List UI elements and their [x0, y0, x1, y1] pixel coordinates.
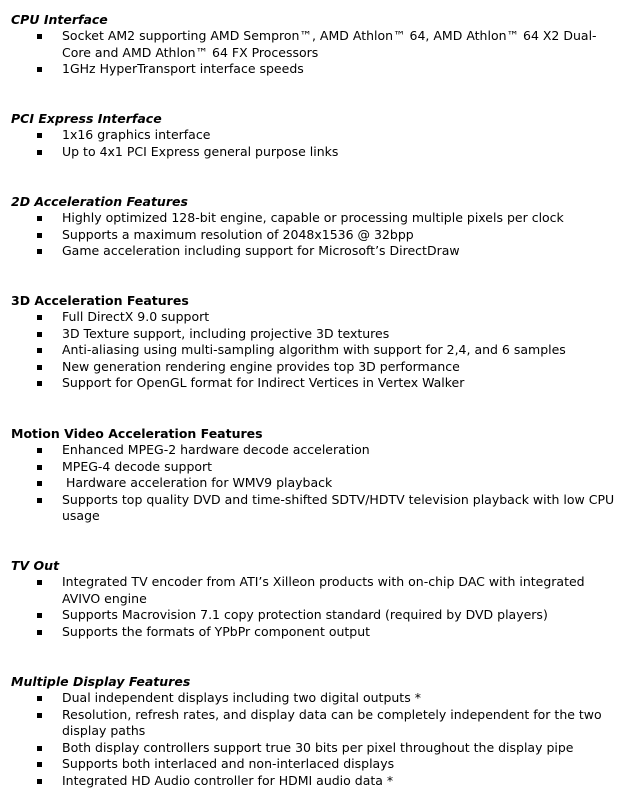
feature-list [0, 210, 627, 260]
section-pci-express-interface [0, 111, 627, 160]
section-heading: PCI Express Interface [11, 111, 162, 126]
list-item: New generation rendering engine provides top 3D performance [0, 359, 627, 376]
square-bullet-icon [37, 381, 42, 386]
section-heading: CPU Interface [11, 12, 108, 27]
section-heading: 3D Acceleration Features [11, 293, 189, 308]
square-bullet-icon [37, 762, 42, 767]
feature-list [0, 127, 627, 160]
list-item: Game acceleration including support for Microsoft’s DirectDraw [0, 243, 627, 260]
list-item: Support for OpenGL format for Indirect Vertices in Vertex Walker [0, 375, 627, 392]
square-bullet-icon [37, 465, 42, 470]
section-2d-acceleration [0, 194, 627, 260]
list-item: Socket AM2 supporting AMD Sempron™, AMD Athlon™ 64, AMD Athlon™ 64 X2 Dual-Core and AMD Athlon™ 64 FX Processors [0, 28, 627, 61]
section-multiple-display [0, 674, 627, 790]
square-bullet-icon [37, 481, 42, 486]
feature-list [0, 442, 627, 525]
list-item: Both display controllers support true 30 bits per pixel throughout the display pipe [0, 740, 627, 757]
list-item: 1x16 graphics interface [0, 127, 627, 144]
feature-list [0, 690, 627, 790]
section-heading: Motion Video Acceleration Features [11, 426, 263, 441]
list-item: Full DirectX 9.0 support [0, 309, 627, 326]
square-bullet-icon [37, 34, 42, 39]
square-bullet-icon [37, 67, 42, 72]
square-bullet-icon [37, 779, 42, 784]
section-3d-acceleration [0, 293, 627, 392]
list-item: 1GHz HyperTransport interface speeds [0, 61, 627, 78]
section-heading: 2D Acceleration Features [11, 194, 188, 209]
square-bullet-icon [37, 696, 42, 701]
section-cpu-interface [0, 12, 627, 78]
list-item: Hardware acceleration for WMV9 playback [0, 475, 627, 492]
list-item: Integrated TV encoder from ATI’s Xilleon products with on-chip DAC with integrated AVIVO engine [0, 574, 627, 607]
list-item: Integrated HD Audio controller for HDMI audio data * [0, 773, 627, 790]
list-item: 3D Texture support, including projective 3D textures [0, 326, 627, 343]
square-bullet-icon [37, 315, 42, 320]
list-item: Supports a maximum resolution of 2048x1536 @ 32bpp [0, 227, 627, 244]
list-item: Resolution, refresh rates, and display data can be completely independent for the two display paths [0, 707, 627, 740]
list-item: Dual independent displays including two digital outputs * [0, 690, 627, 707]
square-bullet-icon [37, 613, 42, 618]
square-bullet-icon [37, 630, 42, 635]
square-bullet-icon [37, 332, 42, 337]
feature-list [0, 28, 627, 78]
feature-list [0, 574, 627, 640]
square-bullet-icon [37, 448, 42, 453]
square-bullet-icon [37, 365, 42, 370]
section-heading: Multiple Display Features [11, 674, 191, 689]
feature-list [0, 309, 627, 392]
list-item: MPEG-4 decode support [0, 459, 627, 476]
list-item: Anti-aliasing using multi-sampling algorithm with support for 2,4, and 6 samples [0, 342, 627, 359]
list-item: Up to 4x1 PCI Express general purpose links [0, 144, 627, 161]
list-item: Enhanced MPEG-2 hardware decode acceleration [0, 442, 627, 459]
section-heading: TV Out [11, 558, 60, 573]
section-motion-video-acceleration [0, 426, 627, 525]
list-item: Highly optimized 128-bit engine, capable or processing multiple pixels per clock [0, 210, 627, 227]
square-bullet-icon [37, 233, 42, 238]
square-bullet-icon [37, 746, 42, 751]
square-bullet-icon [37, 133, 42, 138]
list-item: Supports top quality DVD and time-shifted SDTV/HDTV television playback with low CPU usage [0, 492, 627, 525]
list-item: Supports the formats of YPbPr component output [0, 624, 627, 641]
section-tv-out [0, 558, 627, 640]
square-bullet-icon [37, 249, 42, 254]
square-bullet-icon [37, 348, 42, 353]
list-item: Supports Macrovision 7.1 copy protection standard (required by DVD players) [0, 607, 627, 624]
square-bullet-icon [37, 150, 42, 155]
square-bullet-icon [37, 498, 42, 503]
square-bullet-icon [37, 580, 42, 585]
square-bullet-icon [37, 713, 42, 718]
square-bullet-icon [37, 216, 42, 221]
list-item: Supports both interlaced and non-interlaced displays [0, 756, 627, 773]
